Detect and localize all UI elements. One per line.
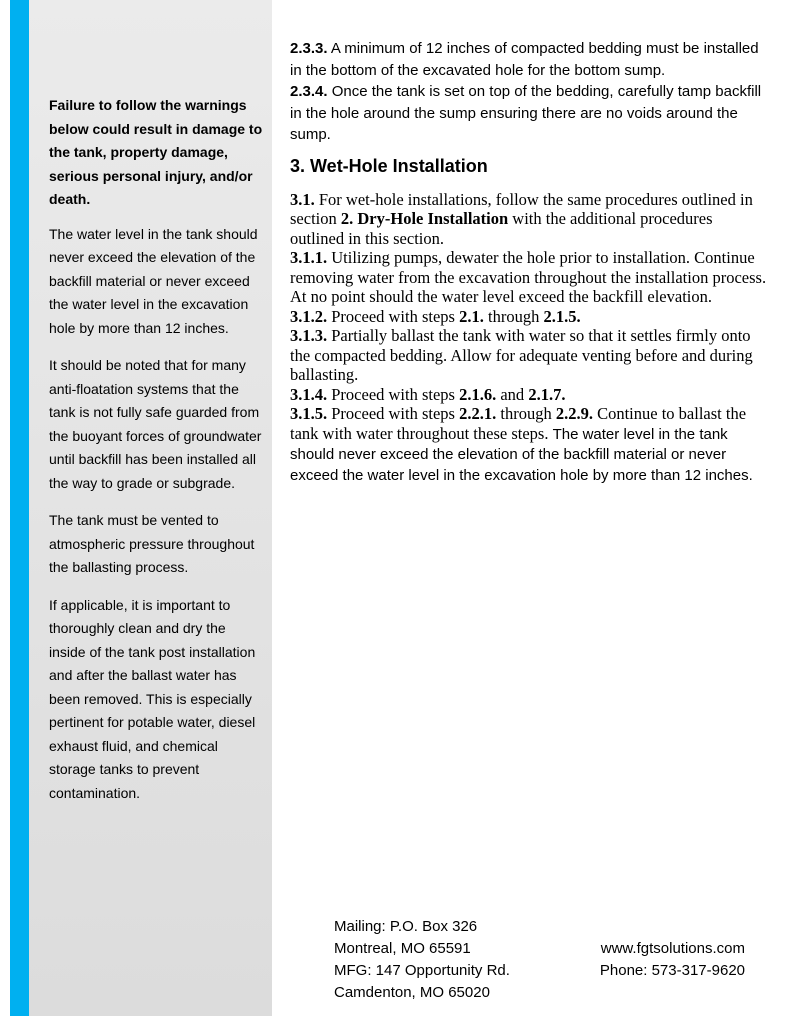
text-segment: 3.1.3. — [290, 326, 328, 345]
paragraph — [290, 385, 768, 405]
paragraph — [290, 404, 768, 485]
paragraph — [290, 248, 768, 307]
text-segment: Continue to ballast the tank with water throughout these steps. — [290, 404, 747, 443]
warning-sidebar — [29, 0, 272, 1016]
main-content — [290, 38, 768, 485]
text-segment: 2.1.6. — [459, 384, 497, 404]
footer-address-block — [334, 916, 510, 1004]
text-segment: 3.1.5. — [290, 404, 328, 423]
text-segment: through — [496, 404, 556, 423]
blue-accent-bar — [10, 0, 29, 1016]
text-segment: 2.1. — [459, 306, 484, 326]
text-segment: 3.1. — [290, 189, 315, 209]
text-segment: Utilizing pumps, dewater the hole prior to installation. Continue removing water from the excavation throughout the installation process. At no point should the water level exceed the backfill elevation. — [290, 248, 767, 306]
footer-address-line: Camdenton, MO 65020 — [334, 984, 490, 1001]
text-segment: 2.1.7. — [528, 384, 566, 404]
warning-paragraph: The water level in the tank should never exceed the elevation of the backfill material or never exceed the water level in the excavation hole by more than 12 inches. — [49, 225, 258, 336]
text-segment: 2.3.4. — [290, 83, 328, 100]
text-segment: 3.1.4. — [290, 384, 328, 404]
text-segment: and — [496, 384, 529, 404]
text-segment: 2.2.1. — [459, 404, 497, 423]
text-segment: A minimum of 12 inches of compacted bedding must be installed in the bottom of the excavated hole for the bottom sump. — [290, 40, 759, 79]
text-segment: with the additional procedures outlined in this section. — [290, 209, 713, 248]
text-segment: through — [483, 306, 544, 326]
text-segment: 2.1.5. — [543, 306, 581, 326]
text-segment: Proceed with steps — [327, 384, 460, 404]
text-segment: Partially ballast the tank with water so that it settles firmly onto the compacted bedding. Allow for adequate venting before and during ballasting. — [290, 326, 753, 384]
text-segment: Once the tank is set on top of the bedding, carefully tamp backfill in the hole around the sump ensuring there are no voids around the sump. — [290, 83, 762, 143]
warning-paragraph: The tank must be vented to atmospheric pressure throughout the ballasting process. — [49, 512, 255, 575]
warning-paragraph: It should be noted that for many anti-floatation systems that the tank is not fully safe guarded from the buoyant forces of groundwater until backfill has been installed all the way to grade or subgrade. — [49, 357, 262, 491]
paragraph — [290, 81, 768, 146]
text-segment: For wet-hole installations, follow the same procedures outlined in section — [290, 189, 753, 228]
warning-paragraph: If applicable, it is important to thoroughly clean and dry the inside of the tank post installation and after the ballast water has been removed. This is especially pertinent for potable water, diesel exhaust fluid, and chemical storage tanks to prevent contamination. — [49, 596, 256, 801]
text-segment: Proceed with steps — [327, 306, 460, 326]
intro-paragraphs — [290, 38, 768, 146]
footer-contact-block — [600, 938, 745, 982]
paragraph — [290, 190, 768, 249]
text-segment: 2. Dry-Hole Installation — [340, 209, 509, 228]
footer-address-line: Montreal, MO 65591 — [334, 940, 471, 957]
paragraph — [290, 307, 768, 327]
text-segment: Proceed with steps — [327, 404, 460, 423]
section-paragraphs — [290, 190, 768, 486]
footer-contact-line: Phone: 573-317-9620 — [599, 962, 745, 979]
text-segment: 3.1.2. — [290, 306, 328, 326]
paragraph — [290, 38, 768, 81]
text-segment: 2.3.3. — [290, 40, 328, 57]
text-segment: 3.1.1. — [290, 248, 328, 267]
warning-paragraphs — [49, 223, 266, 806]
footer-contact-line: www.fgtsolutions.com — [600, 940, 745, 957]
footer-address-line: Mailing: P.O. Box 326 — [334, 918, 478, 935]
text-segment: The water level in the tank should never exceed the elevation of the backfill material or never exceed the water level in the excavation hole by more than 12 inches. — [290, 425, 753, 484]
text-segment: 2.2.9. — [555, 404, 593, 423]
warning-heading: Failure to follow the warnings below could result in damage to the tank, property damage, serious personal injury, and/or death. — [49, 97, 263, 207]
paragraph — [290, 326, 768, 385]
footer-address-line: MFG: 147 Opportunity Rd. — [334, 962, 510, 979]
section-heading: 3. Wet-Hole Installation — [290, 155, 488, 176]
